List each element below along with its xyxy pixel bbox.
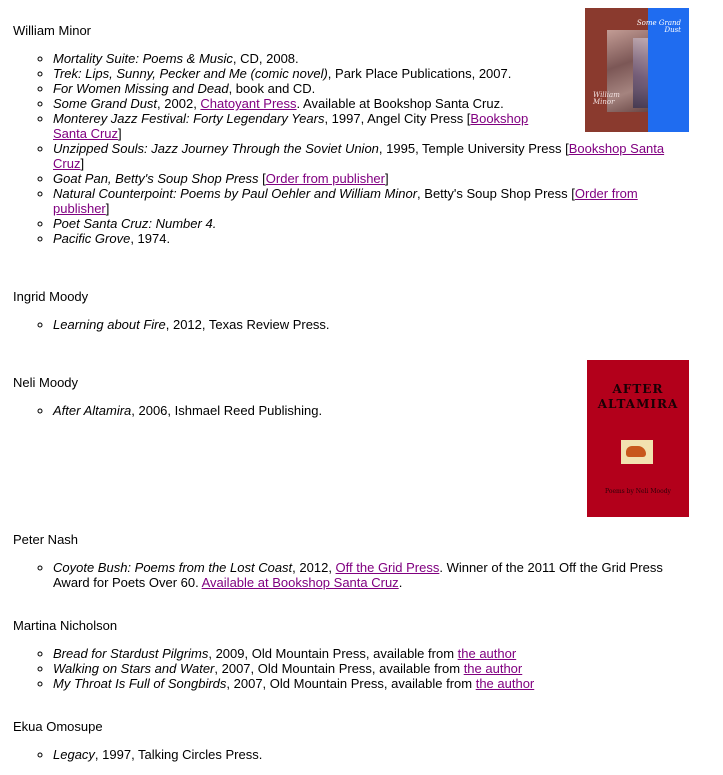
book-list	[0, 747, 668, 762]
cover-author: William Minor	[593, 91, 620, 106]
bookshop-link[interactable]: Bookshop Santa Cruz	[53, 141, 665, 171]
list-item: ◦ Pacific Grove, 1974.	[53, 231, 668, 246]
list-item: ◦ Learning about Fire, 2012, Texas Review Press.	[53, 317, 668, 332]
author-name: Peter Nash	[13, 532, 79, 547]
author-name: Ingrid Moody	[13, 289, 89, 304]
list-item: ◦ My Throat Is Full of Songbirds, 2007, Old Mountain Press, available from the author	[53, 676, 668, 691]
list-item: ◦ Some Grand Dust, 2002, Chatoyant Press. Available at Bookshop Santa Cruz.	[53, 96, 668, 111]
list-item: ◦ After Altamira, 2006, Ishmael Reed Publishing.	[53, 403, 568, 418]
list-item: ◦ Coyote Bush: Poems from the Lost Coast, 2012, Off the Grid Press. Winner of the 2011 Off the Grid Press Award for Poets Over 60. Available at Bookshop Santa Cruz.	[53, 560, 668, 590]
book-title: Legacy	[53, 747, 95, 762]
book-title: Coyote Bush: Poems from the Lost Coast	[53, 560, 293, 575]
list-item: ◦ For Women Missing and Dead, book and CD.	[53, 81, 668, 96]
horse-painting-icon	[621, 440, 653, 464]
book-title: Bread for Stardust Pilgrims	[53, 646, 209, 661]
book-title: Trek: Lips, Sunny, Pecker and Me (comic novel)	[53, 66, 328, 81]
order-link[interactable]: Order from publisher	[265, 171, 385, 186]
list-item: ◦ Trek: Lips, Sunny, Pecker and Me (comic novel), Park Place Publications, 2007.	[53, 66, 668, 81]
bookshop-link[interactable]: Available at Bookshop Santa Cruz	[201, 575, 399, 590]
list-item: ◦ Monterey Jazz Festival: Forty Legendary Years, 1997, Angel City Press [Bookshop Santa Cruz]	[53, 111, 565, 141]
book-title: After Altamira	[53, 403, 132, 418]
author-name: William Minor	[13, 23, 91, 38]
book-title: Mortality Suite: Poems & Music	[53, 51, 233, 66]
order-link[interactable]: Order from publisher	[53, 186, 638, 216]
book-title: Natural Counterpoint: Poems by Paul Oehler and William Minor	[53, 186, 418, 201]
list-item: ◦ Natural Counterpoint: Poems by Paul Oehler and William Minor, Betty's Soup Shop Press [Order from publisher]	[53, 186, 668, 216]
book-title: Learning about Fire	[53, 317, 166, 332]
bookshop-link[interactable]: Bookshop Santa Cruz	[53, 111, 529, 141]
book-title: Some Grand Dust	[53, 96, 158, 111]
list-item: ◦ Unzipped Souls: Jazz Journey Through the Soviet Union, 1995, Temple University Press [Bookshop Santa Cruz]	[53, 141, 668, 171]
book-title: Goat Pan, Betty's Soup Shop Press	[53, 171, 259, 186]
cover-title: AFTER ALTAMIRA	[597, 382, 679, 411]
book-title: Unzipped Souls: Jazz Journey Through the Soviet Union	[53, 141, 379, 156]
cover-title: Some Grand Dust	[636, 19, 681, 34]
list-item: ◦ Walking on Stars and Water, 2007, Old Mountain Press, available from the author	[53, 661, 668, 676]
author-link[interactable]: the author	[463, 661, 523, 676]
list-item: ◦ Bread for Stardust Pilgrims, 2009, Old Mountain Press, available from the author	[53, 646, 668, 661]
book-title: For Women Missing and Dead	[53, 81, 229, 96]
book-title: Pacific Grove	[53, 231, 131, 246]
list-item: ◦ Poet Santa Cruz: Number 4.	[53, 216, 668, 231]
author-name: Martina Nicholson	[13, 618, 118, 633]
list-item: ◦ Legacy, 1997, Talking Circles Press.	[53, 747, 668, 762]
book-title: My Throat Is Full of Songbirds	[53, 676, 227, 691]
book-title: Poet Santa Cruz: Number 4	[53, 216, 213, 231]
book-list	[0, 560, 668, 590]
list-item: ◦ Mortality Suite: Poems & Music, CD, 2008.	[53, 51, 668, 66]
book-list	[0, 317, 668, 332]
author-link[interactable]: the author	[457, 646, 517, 661]
author-link[interactable]: the author	[475, 676, 535, 691]
publisher-link[interactable]: Off the Grid Press	[335, 560, 440, 575]
cover-author: Poems by Neli Moody	[605, 488, 671, 495]
list-item: ◦ Goat Pan, Betty's Soup Shop Press [Order from publisher]	[53, 171, 668, 186]
book-list	[0, 403, 568, 418]
book-list	[0, 646, 668, 691]
publisher-link[interactable]: Chatoyant Press	[200, 96, 297, 111]
book-title: Monterey Jazz Festival: Forty Legendary Years	[53, 111, 325, 126]
author-name: Neli Moody	[13, 375, 79, 390]
book-title: Walking on Stars and Water	[53, 661, 215, 676]
after-altamira-book-cover	[587, 360, 689, 517]
book-list	[0, 51, 668, 246]
author-name: Ekua Omosupe	[13, 719, 103, 734]
